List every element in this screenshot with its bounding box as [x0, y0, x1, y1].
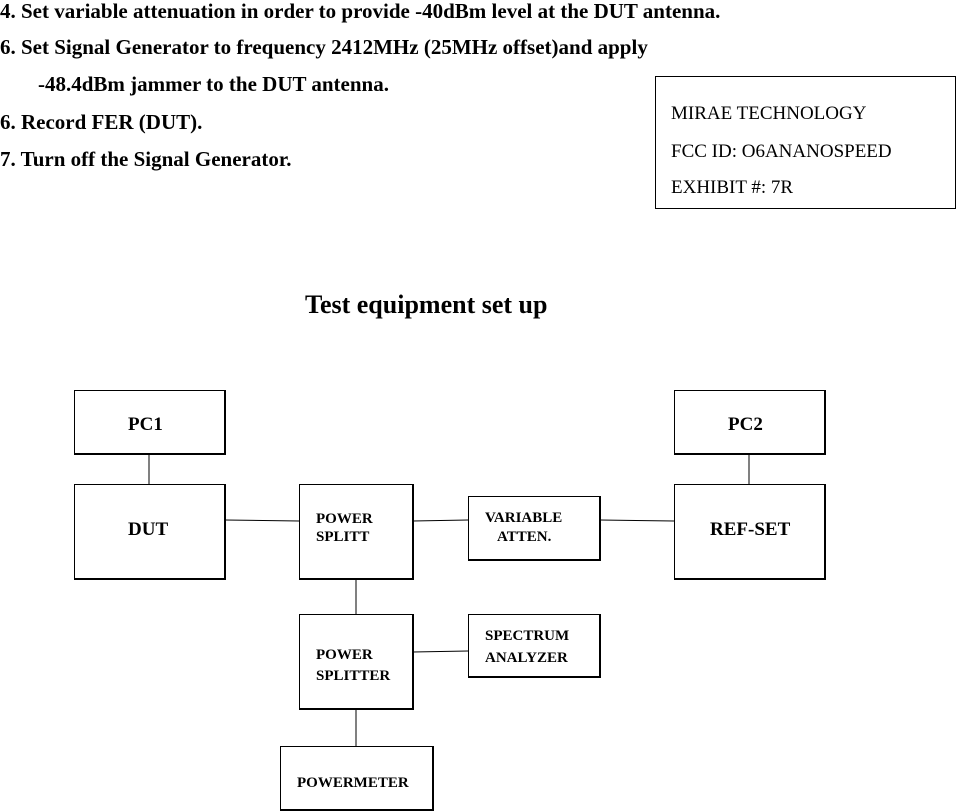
dut-block	[74, 484, 226, 580]
connector-power-splitter-spectrum-analyzer	[413, 651, 468, 652]
powermeter-block	[280, 746, 434, 811]
variable-attenuator-block	[468, 496, 601, 561]
diagram-title: Test equipment set up	[305, 290, 548, 319]
connector-variable-atten-ref-set	[600, 520, 674, 521]
dut-label: DUT	[128, 519, 169, 540]
power-splitter-label-line2: SPLITTER	[316, 668, 391, 684]
instruction-step-6-continuation: -48.4dBm jammer to the DUT antenna.	[38, 72, 389, 96]
power-splitt-block	[299, 484, 414, 580]
instruction-step-6-signal-generator: 6. Set Signal Generator to frequency 2412MHz (25MHz offset)and apply	[0, 35, 648, 59]
company-name: MIRAE TECHNOLOGY	[671, 103, 867, 124]
spectrum-label-line2: ANALYZER	[485, 650, 568, 666]
power-splitt-label-line1: POWER	[316, 511, 373, 527]
power-splitter-block	[299, 614, 414, 710]
power-splitter-label-line1: POWER	[316, 647, 373, 663]
pc1-block	[74, 390, 226, 455]
spectrum-label-line1: SPECTRUM	[485, 628, 570, 644]
pc1-label: PC1	[128, 414, 163, 435]
ref-set-block	[674, 484, 826, 580]
spectrum-analyzer-block	[468, 614, 601, 678]
exhibit-number: EXHIBIT #: 7R	[671, 177, 794, 198]
instruction-step-6-record-fer: 6. Record FER (DUT).	[0, 110, 203, 134]
power-splitt-label-line2: SPLITT	[316, 529, 370, 545]
connector-power-splitt-variable-atten	[413, 520, 468, 521]
pc2-label: PC2	[728, 414, 763, 435]
pc2-block	[674, 390, 826, 455]
connector-dut-power-splitt	[225, 520, 299, 521]
fcc-id: FCC ID: O6ANANOSPEED	[671, 141, 892, 162]
instruction-step-7: 7. Turn off the Signal Generator.	[0, 147, 292, 171]
ref-set-label: REF-SET	[710, 519, 791, 540]
instruction-step-4: 4. Set variable attenuation in order to provide -40dBm level at the DUT antenna.	[0, 0, 721, 23]
variable-atten-label-line2: ATTEN.	[497, 529, 552, 545]
variable-atten-label-line1: VARIABLE	[485, 510, 563, 526]
powermeter-label: POWERMETER	[297, 775, 409, 791]
